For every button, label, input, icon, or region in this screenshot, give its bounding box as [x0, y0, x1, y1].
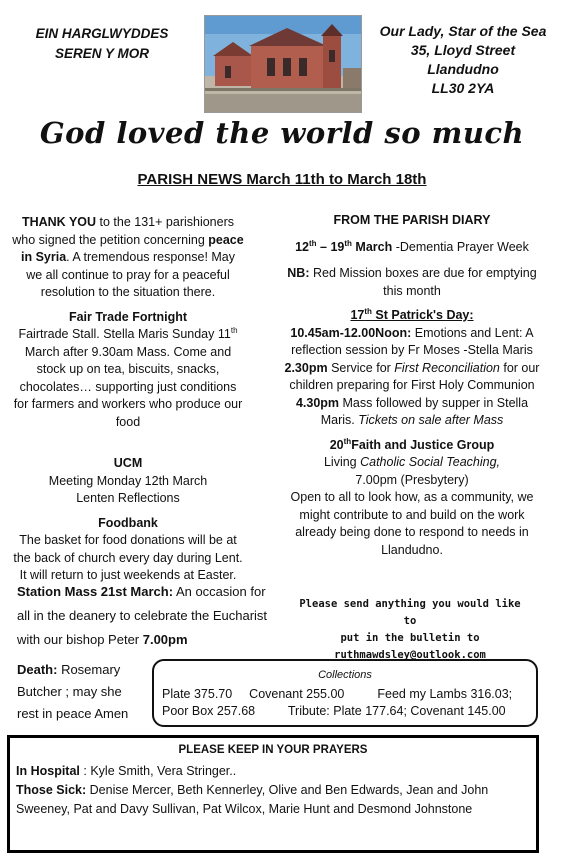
- welsh-name-line1: EIN HARGLWYDDES: [35, 26, 169, 41]
- dementia-month: March: [351, 239, 393, 254]
- collection-tribute: Tribute: Plate 177.64; Covenant 145.00: [287, 704, 506, 718]
- in-hospital-line: [16, 762, 526, 781]
- sick-text: Denise Mercer, Beth Kennerley, Olive and Ben Edwards, Jean and John Sweeney, Pat and Davy Sullivan, Pat Wilcox, Marie Hunt and Desmond Johnstone: [16, 783, 489, 816]
- item3-text: Mass followed by supper in Stella Maris.: [320, 395, 529, 427]
- send-line2: put in the bulletin to: [340, 632, 480, 644]
- right-column: [284, 212, 540, 559]
- prayers-title: PLEASE KEEP IN YOUR PRAYERS: [178, 744, 368, 756]
- death-lead: Death:: [17, 662, 58, 677]
- station-text: An occasion for all in the deanery to celebrate the Eucharist with our bishop Peter: [17, 584, 268, 647]
- foodbank-text: The basket for food donations will be at the back of church every day during Lent. It will return to just weekends at Easter.: [13, 533, 243, 582]
- church-illustration: [205, 16, 361, 112]
- faith-line1-em: Catholic Social Teaching,: [360, 455, 501, 469]
- fair-trade-text: [12, 326, 244, 431]
- ucm-line1: Meeting Monday 12th March: [48, 473, 208, 488]
- dementia-date-b: – 19: [316, 239, 345, 254]
- sick-lead: Those Sick:: [16, 783, 87, 797]
- address-line1: Our Lady, Star of the Sea: [379, 23, 547, 39]
- dementia-sup2: th: [344, 238, 352, 248]
- nb-text: Red Mission boxes are due for emptying this month: [309, 266, 537, 298]
- collection-covenant: Covenant 255.00: [249, 687, 345, 701]
- fair-trade-text-b: March after 9.30am Mass. Come and stock up on tea, biscuits, snacks, chocolates… supporting just conditions for farmers and workers who produce our food: [13, 344, 243, 429]
- parish-address: [368, 22, 558, 98]
- mission-boxes-note: [284, 265, 540, 300]
- diary-item-mass-supper: [284, 395, 540, 430]
- item2-time: 2.30pm: [284, 360, 328, 375]
- item2-text-b: for our children preparing for First Holy Communion: [289, 360, 540, 392]
- st-patricks-heading: [284, 307, 540, 325]
- prayers-box: [7, 735, 539, 853]
- faith-line1: [284, 454, 540, 472]
- bulletin-submission-note: [290, 596, 530, 664]
- diary-item-reconciliation: [284, 360, 540, 395]
- prayers-body: [16, 762, 526, 819]
- thank-you-text-a: to the 131+ parishioners who signed the petition concerning: [12, 215, 235, 247]
- thank-you-paragraph: [12, 214, 244, 302]
- faith-justice-heading: [284, 437, 540, 455]
- thank-you-text-b: . A tremendous response! May we all continue to pray for a peaceful resolution to the situation there.: [26, 250, 235, 299]
- item2-em: First Reconciliation: [394, 360, 500, 375]
- faith-line1-a: Living: [323, 455, 361, 469]
- item3-time: 4.30pm: [295, 395, 340, 410]
- death-notice: [17, 659, 145, 725]
- hospital-text: : Kyle Smith, Vera Stringer..: [79, 764, 237, 778]
- collections-box: [152, 659, 538, 727]
- church-photo: [204, 15, 362, 113]
- welsh-church-name: [12, 24, 192, 64]
- parish-diary-heading: FROM THE PARISH DIARY: [333, 213, 491, 227]
- send-line1: Please send anything you would like to: [299, 598, 521, 627]
- patrick-date: 17: [350, 308, 365, 322]
- death-text: Rosemary Butcher ; may she rest in peace Amen: [17, 662, 129, 721]
- item1-text: Emotions and Lent: A reflection session by Fr Moses -Stella Maris: [291, 325, 534, 357]
- dementia-sup1: th: [309, 238, 317, 248]
- address-line3: Llandudno: [427, 61, 499, 77]
- ucm-heading: UCM: [113, 456, 143, 470]
- item1-time: 10.45am-12.00Noon:: [290, 325, 412, 340]
- collection-poor-box: Poor Box 257.68: [162, 704, 256, 718]
- patrick-sup: th: [364, 306, 372, 316]
- station-lead: Station Mass 21st March:: [17, 584, 174, 599]
- left-column: [12, 214, 244, 585]
- those-sick-line: [16, 781, 526, 819]
- dementia-date-a: 12: [295, 239, 310, 254]
- send-email: ruthmawdsley@outlook.com: [334, 649, 486, 661]
- thank-you-bold: peace in Syria: [20, 232, 244, 264]
- fair-trade-heading: Fair Trade Fortnight: [68, 309, 188, 324]
- patrick-title: St Patrick's Day:: [371, 308, 474, 322]
- address-line2: 35, Lloyd Street: [410, 42, 516, 58]
- hospital-lead: In Hospital: [16, 764, 80, 778]
- diary-item-emotions: [284, 325, 540, 360]
- address-line4: LL30 2YA: [431, 80, 495, 96]
- parish-news-heading: [0, 171, 564, 188]
- thank-you-lead: THANK YOU: [21, 215, 97, 229]
- dementia-text: -Dementia Prayer Week: [392, 239, 529, 254]
- fair-trade-sup: th: [230, 325, 238, 335]
- nb-lead: NB:: [287, 266, 310, 280]
- parish-news-heading-text: PARISH NEWS March 11th to March 18th: [137, 171, 427, 188]
- fair-trade-text-a: Fairtrade Stall. Stella Maris Sunday 11: [18, 327, 231, 341]
- faith-sup: th: [343, 436, 352, 446]
- faith-date: 20: [329, 437, 344, 452]
- item3-em: Tickets on sale after Mass: [358, 413, 504, 427]
- station-time: 7.00pm: [142, 632, 188, 647]
- faith-line2: 7.00pm (Presbytery): [355, 472, 469, 487]
- foodbank-heading: Foodbank: [98, 515, 158, 530]
- ucm-line2: Lenten Reflections: [76, 491, 180, 505]
- bulletin-title: God loved the world so much: [39, 116, 525, 150]
- collections-row2: [162, 704, 506, 718]
- item2-text-a: Service for: [327, 360, 395, 375]
- faith-title: Faith and Justice Group: [351, 437, 495, 452]
- collection-feed-my-lambs: Feed my Lambs 316.03;: [377, 687, 513, 701]
- welsh-name-line2: SEREN Y MOR: [54, 46, 150, 61]
- station-mass-notice: [17, 580, 277, 652]
- dementia-week: [284, 239, 540, 257]
- faith-text: Open to all to look how, as a community, we might contribute to and build on the work already being done to respond to needs in Llandudno.: [290, 490, 534, 557]
- collections-row1: [162, 687, 512, 701]
- collection-plate: Plate 375.70: [162, 687, 233, 701]
- collections-title: Collections: [318, 669, 372, 681]
